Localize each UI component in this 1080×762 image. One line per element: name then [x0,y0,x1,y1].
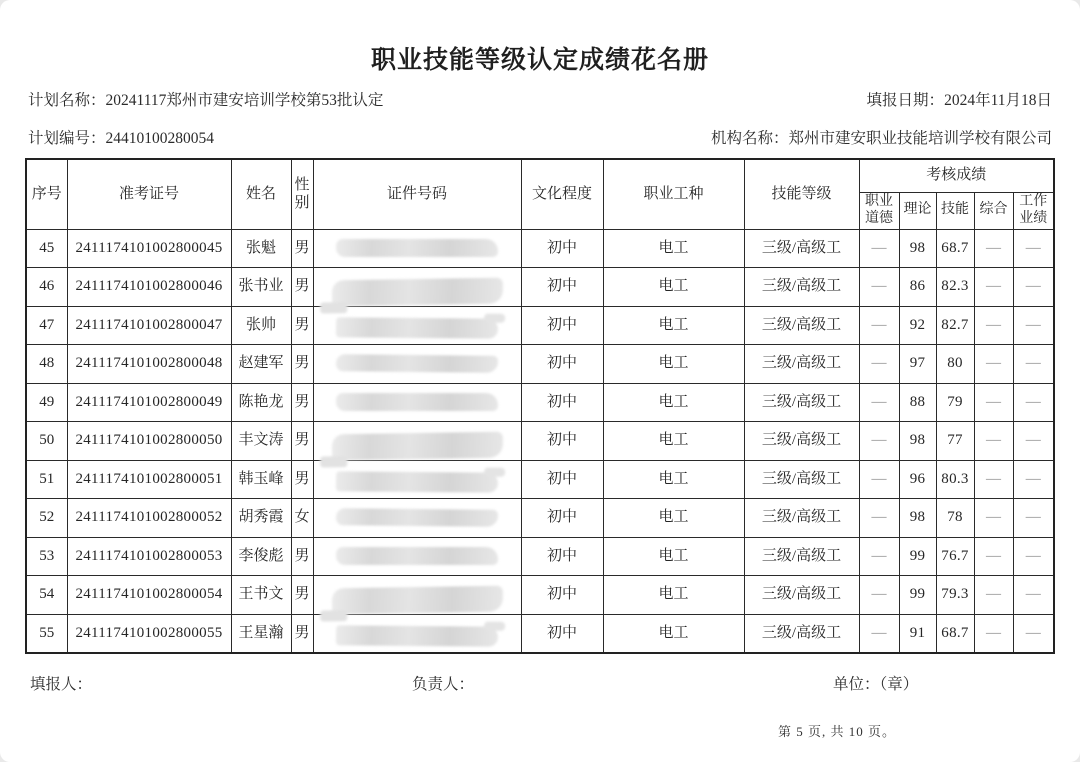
cell-ticket-number: 2411174101002800046 [67,268,231,307]
cell-gender: 男 [291,306,313,345]
meta-row-1 [28,88,1052,110]
cell-comprehensive-score: — [974,537,1013,576]
cell-occupation: 电工 [603,576,744,615]
cell-education: 初中 [521,306,603,345]
cell-serial: 48 [26,345,67,384]
plan-code-label: 计划编号： [28,130,106,147]
cell-performance-score: — [1013,383,1054,422]
cell-id-number [313,614,521,653]
cell-gender: 男 [291,268,313,307]
cell-performance-score: — [1013,345,1054,384]
cell-skill-level: 三级/高级工 [744,229,859,268]
cell-skill-level: 三级/高级工 [744,499,859,538]
cell-theory-score: 92 [899,306,936,345]
cell-skill-score: 79 [936,383,974,422]
cell-performance-score: — [1013,229,1054,268]
cell-skill-score: 82.3 [936,268,974,307]
cell-performance-score: — [1013,576,1054,615]
col-header-scores-group: 考核成绩 [859,159,1054,192]
header-row-main [26,159,1054,192]
cell-skill-level: 三级/高级工 [744,460,859,499]
cell-performance-score: — [1013,268,1054,307]
cell-name: 张魁 [231,229,291,268]
col-header-skill: 技能 [936,192,974,229]
cell-ethics-score: — [859,345,899,384]
cell-serial: 46 [26,268,67,307]
plan-code-value: 24410100280054 [105,130,215,147]
cell-id-number [313,499,521,538]
redacted-id-blob [336,547,498,565]
cell-comprehensive-score: — [974,460,1013,499]
cell-name: 李俊彪 [231,537,291,576]
redacted-id-blob [336,393,498,411]
report-date [867,88,1052,110]
cell-gender: 男 [291,537,313,576]
cell-id-number [313,229,521,268]
table-row [26,614,1054,653]
cell-name: 丰文涛 [231,422,291,461]
col-header-serial: 序号 [26,159,67,229]
cell-name: 韩玉峰 [231,460,291,499]
cell-ethics-score: — [859,576,899,615]
cell-occupation: 电工 [603,614,744,653]
cell-education: 初中 [521,576,603,615]
cell-performance-score: — [1013,614,1054,653]
cell-performance-score: — [1013,460,1054,499]
col-header-education: 文化程度 [521,159,603,229]
cell-id-number [313,306,521,345]
cell-gender: 男 [291,576,313,615]
cell-comprehensive-score: — [974,614,1013,653]
cell-serial: 52 [26,499,67,538]
cell-theory-score: 99 [899,537,936,576]
cell-skill-score: 78 [936,499,974,538]
cell-education: 初中 [521,229,603,268]
redacted-id-blob [332,585,503,614]
cell-education: 初中 [521,499,603,538]
cell-performance-score: — [1013,537,1054,576]
cell-gender: 男 [291,614,313,653]
col-header-performance: 工作业绩 [1013,192,1054,229]
col-header-occupation: 职业工种 [603,159,744,229]
cell-ticket-number: 2411174101002800052 [67,499,231,538]
cell-comprehensive-score: — [974,499,1013,538]
table-row [26,268,1054,307]
cell-comprehensive-score: — [974,345,1013,384]
cell-ethics-score: — [859,460,899,499]
cell-occupation: 电工 [603,499,744,538]
cell-skill-score: 80 [936,345,974,384]
cell-ethics-score: — [859,383,899,422]
cell-gender: 男 [291,422,313,461]
cell-id-number [313,537,521,576]
cell-theory-score: 98 [899,422,936,461]
cell-occupation: 电工 [603,422,744,461]
cell-gender: 男 [291,345,313,384]
cell-theory-score: 98 [899,229,936,268]
cell-gender: 男 [291,229,313,268]
cell-name: 赵建军 [231,345,291,384]
table-row [26,460,1054,499]
cell-education: 初中 [521,614,603,653]
cell-performance-score: — [1013,422,1054,461]
cell-skill-level: 三级/高级工 [744,576,859,615]
table-row [26,422,1054,461]
cell-serial: 45 [26,229,67,268]
cell-ethics-score: — [859,499,899,538]
redacted-id-blob [336,318,499,339]
cell-name: 胡秀霞 [231,499,291,538]
col-header-ticket-number: 准考证号 [67,159,231,229]
cell-serial: 54 [26,576,67,615]
cell-skill-level: 三级/高级工 [744,268,859,307]
cell-ticket-number: 2411174101002800055 [67,614,231,653]
cell-theory-score: 86 [899,268,936,307]
cell-occupation: 电工 [603,383,744,422]
unit-seal-label: 单位：（章） [833,676,919,693]
cell-skill-level: 三级/高级工 [744,537,859,576]
cell-performance-score: — [1013,499,1054,538]
cell-theory-score: 97 [899,345,936,384]
cell-id-number [313,576,521,615]
page-title: 职业技能等级认定成绩花名册 [370,46,709,74]
cell-education: 初中 [521,422,603,461]
cell-gender: 男 [291,383,313,422]
cell-serial: 47 [26,306,67,345]
table-row [26,499,1054,538]
cell-education: 初中 [521,383,603,422]
col-header-theory: 理论 [899,192,936,229]
plan-name-value: 20241117郑州市建安培训学校第53批认定 [105,92,384,109]
cell-ticket-number: 2411174101002800053 [67,537,231,576]
cell-skill-score: 68.7 [936,614,974,653]
cell-ticket-number: 2411174101002800050 [67,422,231,461]
cell-serial: 50 [26,422,67,461]
table-row [26,537,1054,576]
cell-theory-score: 96 [899,460,936,499]
table-row [26,576,1054,615]
cell-education: 初中 [521,460,603,499]
cell-comprehensive-score: — [974,576,1013,615]
report-date-value: 2024年11月18日 [944,92,1052,109]
cell-ethics-score: — [859,537,899,576]
results-table [25,158,1055,654]
table-header [26,159,1054,229]
cell-theory-score: 88 [899,383,936,422]
cell-id-number [313,383,521,422]
redacted-id-blob [336,625,499,646]
cell-ethics-score: — [859,614,899,653]
cell-serial: 53 [26,537,67,576]
cell-theory-score: 91 [899,614,936,653]
col-header-gender: 性别 [291,159,313,229]
filler-label: 填报人： [30,676,93,693]
org-name-value: 郑州市建安职业技能培训学校有限公司 [788,130,1052,147]
table-row [26,306,1054,345]
col-header-ethics: 职业道德 [859,192,899,229]
redacted-id-blob [336,239,498,257]
redacted-id-blob [336,472,499,493]
cell-name: 王星瀚 [231,614,291,653]
cell-skill-score: 79.3 [936,576,974,615]
cell-ticket-number: 2411174101002800049 [67,383,231,422]
cell-comprehensive-score: — [974,229,1013,268]
cell-comprehensive-score: — [974,268,1013,307]
cell-gender: 男 [291,460,313,499]
cell-serial: 49 [26,383,67,422]
cell-education: 初中 [521,345,603,384]
cell-name: 王书文 [231,576,291,615]
cell-ticket-number: 2411174101002800047 [67,306,231,345]
redacted-id-blob [336,508,499,527]
cell-serial: 51 [26,460,67,499]
col-header-name: 姓名 [231,159,291,229]
cell-ethics-score: — [859,229,899,268]
cell-serial: 55 [26,614,67,653]
org-name-label: 机构名称： [710,130,789,147]
cell-skill-score: 80.3 [936,460,974,499]
redacted-id-blob [332,277,503,306]
cell-id-number [313,345,521,384]
cell-occupation: 电工 [603,537,744,576]
cell-name: 陈艳龙 [231,383,291,422]
redacted-id-blob [332,431,503,460]
cell-ethics-score: — [859,268,899,307]
cell-ticket-number: 2411174101002800054 [67,576,231,615]
plan-name [28,88,383,110]
cell-education: 初中 [521,268,603,307]
cell-theory-score: 98 [899,499,936,538]
cell-theory-score: 99 [899,576,936,615]
cell-comprehensive-score: — [974,306,1013,345]
cell-skill-score: 76.7 [936,537,974,576]
cell-name: 张书业 [231,268,291,307]
cell-skill-score: 82.7 [936,306,974,345]
col-header-skill-level: 技能等级 [744,159,859,229]
cell-id-number [313,460,521,499]
cell-comprehensive-score: — [974,422,1013,461]
results-table-body [26,229,1054,653]
cell-id-number [313,268,521,307]
plan-code [28,126,214,148]
table-row [26,229,1054,268]
cell-comprehensive-score: — [974,383,1013,422]
meta-row-2 [28,126,1052,148]
redacted-id-blob [336,354,499,373]
cell-occupation: 电工 [603,345,744,384]
plan-name-label: 计划名称： [28,92,106,109]
col-header-comprehensive: 综合 [974,192,1013,229]
cell-occupation: 电工 [603,229,744,268]
cell-performance-score: — [1013,306,1054,345]
cell-skill-level: 三级/高级工 [744,306,859,345]
table-row [26,383,1054,422]
cell-ticket-number: 2411174101002800048 [67,345,231,384]
org-name [711,126,1052,148]
report-date-label: 填报日期： [866,92,945,109]
cell-skill-level: 三级/高级工 [744,422,859,461]
cell-education: 初中 [521,537,603,576]
cell-skill-level: 三级/高级工 [744,383,859,422]
manager-label: 负责人： [412,676,475,693]
cell-ticket-number: 2411174101002800045 [67,229,231,268]
cell-skill-score: 77 [936,422,974,461]
cell-id-number [313,422,521,461]
cell-skill-level: 三级/高级工 [744,614,859,653]
cell-occupation: 电工 [603,306,744,345]
col-header-id-number: 证件号码 [313,159,521,229]
table-row [26,345,1054,384]
page-number: 第 5 页, 共 10 页。 [778,724,897,739]
cell-skill-score: 68.7 [936,229,974,268]
cell-occupation: 电工 [603,268,744,307]
cell-ethics-score: — [859,306,899,345]
cell-occupation: 电工 [603,460,744,499]
cell-name: 张帅 [231,306,291,345]
cell-ethics-score: — [859,422,899,461]
cell-ticket-number: 2411174101002800051 [67,460,231,499]
cell-gender: 女 [291,499,313,538]
cell-skill-level: 三级/高级工 [744,345,859,384]
